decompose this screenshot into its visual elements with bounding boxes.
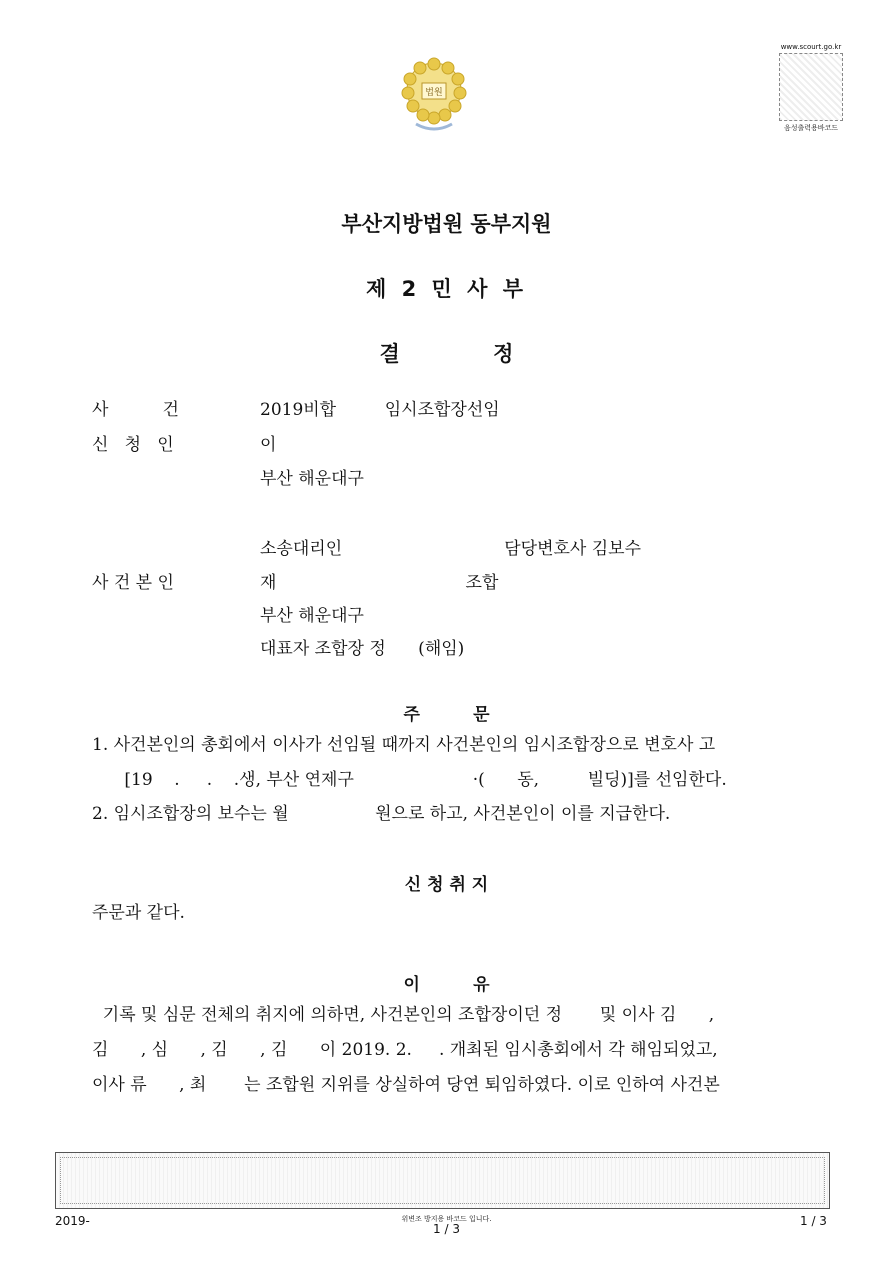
claim-text: 주문과 같다. (92, 903, 185, 923)
applicant-address: 부산 해운대구 (260, 469, 364, 489)
case-number: 2019비합 임시조합장선임 (260, 400, 500, 420)
anti-forgery-barcode (55, 1152, 830, 1209)
barcode-note: 위변조 방지용 바코드 입니다. (401, 1215, 492, 1223)
reason-line-3: 이사 류 , 최 는 조합원 지위를 상실하여 당연 퇴임하였다. 이로 인하여 사건본 (92, 1075, 720, 1095)
division-name: 제 2 민 사 부 (366, 277, 527, 301)
emblem-text: 법원 (425, 88, 443, 98)
subject-address: 부산 해운대구 (260, 606, 364, 626)
court-name: 부산지방법원 동부지원 (341, 212, 552, 236)
court-url: www.scourt.go.kr (780, 43, 842, 51)
reason-line-2: 김 , 심 , 김 , 김 이 2019. 2. . 개최된 임시총회에서 각 해임되었고, (92, 1040, 718, 1060)
subject-representative: 대표자 조합장 정 (해임) (260, 639, 465, 659)
order-item-1: 1. 사건본인의 총회에서 이사가 선임될 때까지 사건본인의 임시조합장으로 변호사 고 (92, 735, 716, 755)
page-number-center: 1 / 3 (433, 1222, 460, 1236)
subject-label: 사 건 본 인 (92, 573, 174, 593)
reason-line-1: 기록 및 심문 전체의 취지에 의하면, 사건본인의 조합장이던 정 및 이사 김 , (92, 1005, 715, 1025)
barcode-area (776, 43, 846, 135)
applicant-name: 이 (260, 435, 277, 455)
document-type: 결 정 (379, 342, 514, 366)
attorney-line: 소송대리인 담당변호사 김보수 (260, 539, 642, 559)
page-number-right: 1 / 3 (800, 1214, 827, 1228)
footer-case-number: 2019- (55, 1214, 90, 1228)
order-item-2: 2. 임시조합장의 보수는 월 원으로 하고, 사건본인이 이를 지급한다. (92, 804, 671, 824)
reason-heading: 이 유 (403, 975, 490, 995)
applicant-label: 신 청 인 (92, 435, 174, 455)
barcode-caption: 음성출력용바코드 (783, 124, 839, 132)
qr-code (779, 53, 843, 121)
order-item-1-cont: [19 . . .생, 부산 연제구 ·( 동, 빌딩)]를 선임한다. (92, 770, 727, 790)
claim-heading: 신 청 취 지 (404, 875, 489, 895)
case-label: 사 건 (92, 400, 179, 420)
subject-name: 재 조합 (260, 573, 499, 593)
order-heading: 주 문 (403, 705, 490, 725)
court-emblem (400, 52, 468, 136)
